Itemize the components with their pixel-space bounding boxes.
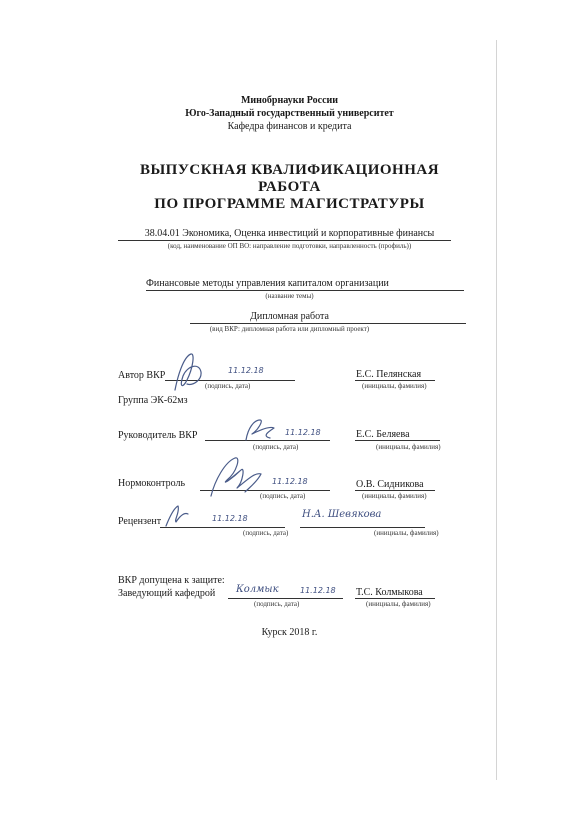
work-type-value: Дипломная работа: [250, 311, 329, 322]
supervisor-sign-caption: (подпись, дата): [253, 443, 299, 451]
scan-edge-line: [496, 40, 497, 780]
admission-line1: ВКР допущена к защите:: [118, 575, 225, 586]
admission-signature: Колмык: [236, 584, 279, 595]
admission-name-caption: (инициалы, фамилия): [366, 600, 431, 608]
author-name-line: [355, 380, 435, 381]
author-sign-caption: (подпись, дата): [205, 382, 251, 390]
admission-head-label: Заведующий кафедрой: [118, 588, 216, 599]
reviewer-sign-caption: (подпись, дата): [243, 529, 289, 537]
admission-signature-date: 11.12.18: [300, 586, 336, 595]
program-value: 38.04.01 Экономика, Оценка инвестиций и корпоративные финансы: [144, 228, 435, 239]
city-year: Курск 2018 г.: [261, 627, 318, 638]
supervisor-name-caption: (инициалы, фамилия): [376, 443, 441, 451]
supervisor-name: Е.С. Беляева: [356, 429, 410, 440]
group-label: Группа ЭК-62мз: [118, 395, 188, 406]
reviewer-name-caption: (инициалы, фамилия): [374, 529, 439, 537]
topic-underline: [146, 290, 464, 291]
reviewer-signature-date: 11.12.18: [212, 514, 248, 523]
supervisor-name-line: [355, 440, 440, 441]
normcontrol-name: О.В. Сидникова: [356, 479, 424, 490]
document-title-line3: ПО ПРОГРАММЕ МАГИСТРАТУРЫ: [154, 196, 425, 212]
ministry-name: Минобрнауки России: [240, 95, 339, 106]
university-name: Юго-Западный государственный университет: [185, 108, 394, 119]
supervisor-signature-date: 11.12.18: [285, 428, 321, 437]
normcontrol-label: Нормоконтроль: [118, 478, 186, 489]
author-name-caption: (инициалы, фамилия): [362, 382, 427, 390]
author-name: Е.С. Пелянская: [356, 369, 422, 380]
normcontrol-sign-caption: (подпись, дата): [260, 492, 306, 500]
reviewer-name-line: [300, 527, 425, 528]
reviewer-name: Н.А. Шевякова: [302, 509, 382, 520]
normcontrol-name-caption: (инициалы, фамилия): [362, 492, 427, 500]
supervisor-signature: [240, 416, 280, 444]
admission-name-line: [355, 598, 435, 599]
author-signature: [165, 350, 210, 394]
program-caption: (код, наименование ОП ВО: направление подготовки, направленность (профиль)): [167, 242, 412, 250]
normcontrol-name-line: [355, 490, 435, 491]
department-name: Кафедра финансов и кредита: [227, 121, 352, 132]
topic-caption: (название темы): [265, 292, 314, 300]
author-label: Автор ВКР: [118, 370, 166, 381]
admission-signature-line: [228, 598, 343, 599]
topic-value: Финансовые методы управления капиталом организации: [146, 278, 389, 289]
reviewer-label: Рецензент: [118, 516, 162, 527]
admission-sign-caption: (подпись, дата): [254, 600, 300, 608]
author-signature-date: 11.12.18: [228, 366, 264, 375]
admission-name: Т.С. Колмыкова: [356, 587, 423, 598]
document-title-line1: ВЫПУСКНАЯ КВАЛИФИКАЦИОННАЯ: [139, 162, 440, 178]
work-type-caption: (вид ВКР: дипломная работа или дипломный проект): [209, 325, 370, 333]
program-underline: [118, 240, 451, 241]
supervisor-label: Руководитель ВКР: [118, 430, 198, 441]
work-type-underline: [190, 323, 466, 324]
normcontrol-signature-date: 11.12.18: [272, 477, 308, 486]
reviewer-signature: [162, 502, 192, 530]
document-title-line2: РАБОТА: [258, 179, 321, 195]
